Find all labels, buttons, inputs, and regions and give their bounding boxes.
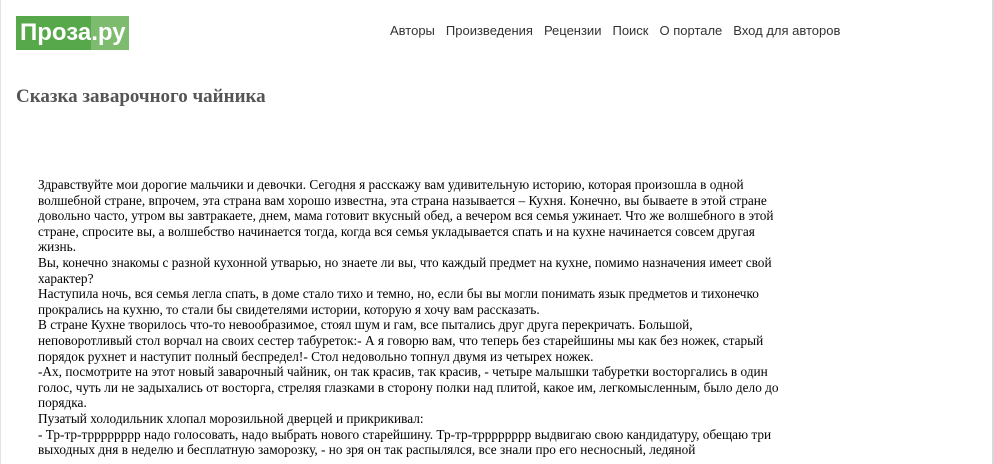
story-paragraph: -Ах, посмотрите на этот новый заварочный чайник, он так красив, так красив, - четыре малышки табуретки восторгались в один голос, чуть ли не задыхались от восторга, стреляя глазками в сторону полки над плитой, какое им, легкомысленным, было дело до порядка.: [38, 364, 779, 411]
page-title: Сказка заварочного чайника: [16, 86, 266, 107]
nav-link-authors[interactable]: Авторы: [390, 23, 435, 38]
nav-link-works[interactable]: Произведения: [445, 23, 533, 38]
nav-link-reviews[interactable]: Рецензии: [543, 23, 602, 38]
logo-text-main: Проза: [16, 16, 91, 50]
story-paragraph: Наступила ночь, вся семья легла спать, в доме стало тихо и темно, но, если бы вы могли понимать язык предметов и тихонечко прокрались на кухню, то стали бы свидетелями истории, которую я хочу вам рассказать.: [38, 286, 759, 317]
story-paragraph: Здравствуйте мои дорогие мальчики и девочки. Сегодня я расскажу вам удивительную историю, которая произошла в одной волшебной стране, впрочем, эта страна вам хорошо известна, эта страна называется – Кухня. Конечно, вы бываете в этой стране довольно часто, утром вы завтракаете, днем, мама готовит вкусный обед, а вечером вся семья ужинает. Что же волшебного в этой стране, спросите вы, а волшебство начинается тогда, когда вся семья укладывается спать и на кухне начинается совсем другая жизнь.: [38, 177, 774, 255]
nav-link-search[interactable]: Поиск: [612, 23, 649, 38]
story-paragraph: Пузатый холодильник хлопал морозильной дверцей и прикрикивал:: [38, 410, 424, 426]
top-navigation: [390, 23, 851, 39]
site-logo[interactable]: [16, 16, 129, 50]
story-text: [38, 177, 788, 458]
story-paragraph: В стране Кухне творилось что-то невообразимое, стоял шум и гам, все пытались друг друга перекричать. Большой, неповоротливый стол ворчал на своих сестер табуреток:- А я говорю вам, что теперь без старейшины мы как без ножек, старый порядок рухнет и наступит полный беспредел!- Стол недовольно топнул двумя из четырех ножек.: [38, 317, 764, 364]
nav-link-about[interactable]: О портале: [659, 23, 723, 38]
story-paragraph: Вы, конечно знакомы с разной кухонной утварью, но знаете ли вы, что каждый предмет на кухне, помимо назначения имеет свой характер?: [38, 254, 772, 286]
window-border-left: [0, 0, 1, 464]
nav-link-login[interactable]: Вход для авторов: [733, 23, 841, 38]
story-paragraph: - Тр-тр-трррррррр надо голосовать, надо выбрать нового старейшину. Тр-тр-трррррррр выдвигаю свою кандидатуру, обещаю три выходных дня в неделю и бесплатную заморозку, - но зря он так распылялся, все знали про его несносный, ледяной: [38, 426, 772, 458]
logo-text-domain: .ру: [91, 16, 128, 50]
